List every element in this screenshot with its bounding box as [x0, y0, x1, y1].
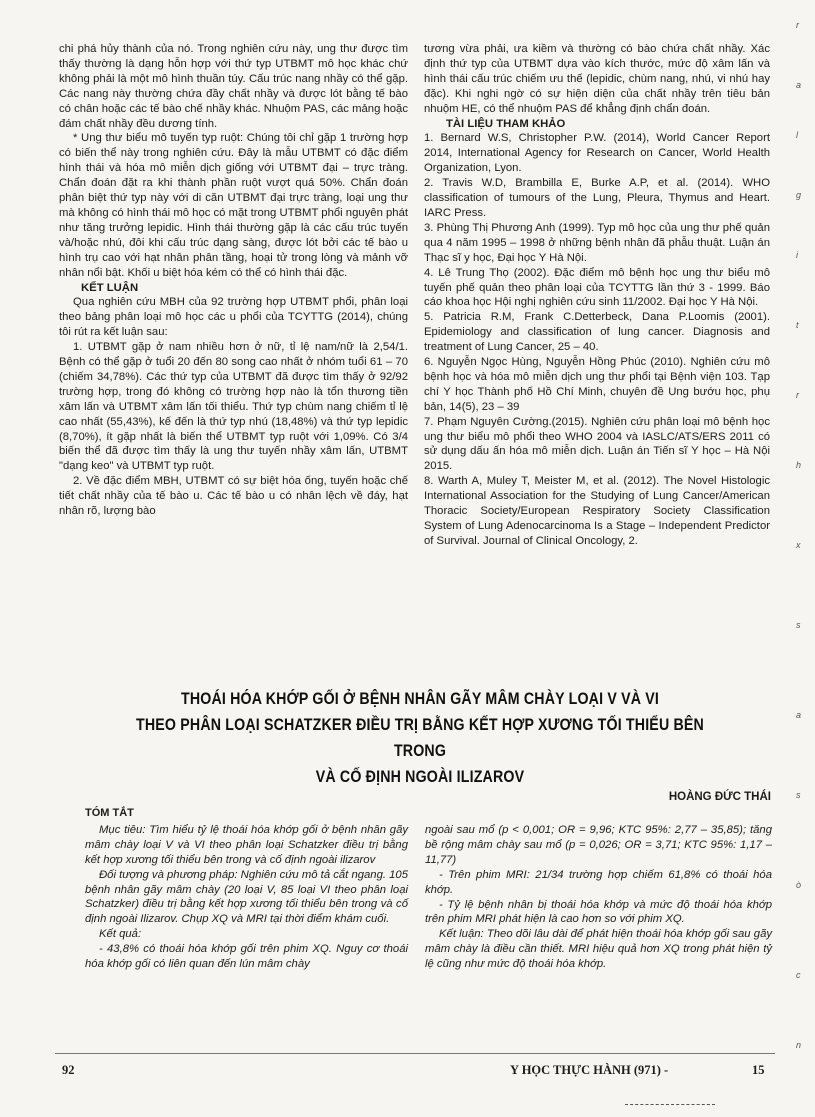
conclusion-paragraph-1: Qua nghiên cứu MBH của 92 trường hợp UTBMT phổi, phân loại theo bảng phân loại mô học các u phổi của TCYTTG (2014), chúng tôi rút ra kết luận sau: [59, 296, 408, 339]
article-title-line: THOÁI HÓA KHỚP GỐI Ở BỆNH NHÂN GÃY MÂM CHÀY LOẠI V VÀ VI [181, 690, 659, 708]
reference-item: 2. Travis W.D, Brambilla E, Burke A.P, et al. (2014). WHO classification of tumours of the Lung, Pleura, Thymus and Heart. IARC Press. [424, 177, 770, 219]
abstract-result-3: - Tỷ lệ bệnh nhân bị thoái hóa khớp và mức độ thoái hóa khớp trên phim MRI phát hiện là cao hơn so với phim XQ. [425, 898, 772, 926]
summary-heading: TÓM TẮT [85, 807, 134, 819]
abstract-result-1: - 43,8% có thoái hóa khớp gối trên phim XQ. Nguy cơ thoái hóa khớp gối có liên quan đến lún mâm chày [85, 943, 408, 971]
reference-item: 1. Bernard W.S, Christopher P.W. (2014), World Cancer Report 2014, International Agency for Research on Cancer, World Health Organization, Lyon. [424, 132, 770, 175]
left-column [59, 42, 408, 519]
left-paragraph-1: chi phá hủy thành của nó. Trong nghiên cứu này, ung thư được tìm thấy thường là dạng hỗn hợp với thứ typ UTBMT mô học khác chứ không phải là một mô hình thuần túy. Cấu trúc nang nhầy có thể gặp. Các nang này thường chứa đầy chất nhầy và được lót bằng tế bào có chân hoặc các tế bào chế nhầy khác. Nhuộm PAS, các mảng hoặc đám chất nhầy đều dương tính. [59, 43, 408, 130]
conclusion-paragraph-3: 2. Về đặc điểm MBH, UTBMT có sự biệt hóa ống, tuyến hoặc chế tiết chất nhầy của tế bào u. Các tế bào u có nhân lệch về đáy, hạt nhân rõ, lượng bào [59, 475, 408, 518]
abstract-conclusion: Kết luận: Theo dõi lâu dài để phát hiện thoái hóa khớp gối sau gãy mâm chày là điều cần thiết. MRI hiệu quả hơn XQ trong phát hiện tỷ lệ cũng như mức độ thoái hóa khớp. [425, 928, 772, 971]
references-heading: TÀI LIỆU THAM KHẢO [446, 117, 566, 130]
abstract-right-column [425, 823, 772, 972]
abstract-left-column [85, 806, 408, 972]
abstract-methods: Đối tượng và phương pháp: Nghiên cứu mô tả cắt ngang. 105 bệnh nhân gãy mâm chày (20 loại V, 85 loại VI theo phân loại Schatzker) điều trị bằng kết hợp xương tối thiểu bên trong và cố định ngoài Ilizarov. Chụp XQ và MRI tại thời điểm khám cuối. [85, 868, 408, 926]
bottom-scan-mark [625, 1104, 715, 1107]
page-number-left: 92 [62, 1063, 75, 1077]
article-title-line: VÀ CỐ ĐỊNH NGOÀI ILIZAROV [315, 768, 525, 786]
conclusion-paragraph-2: 1. UTBMT gặp ở nam nhiều hơn ở nữ, tỉ lệ nam/nữ là 2,54/1. Bệnh có thể gặp ở tuổi 20 đến 80 song cao nhất ở nhóm tuổi 61 – 70 (chiếm 34,78%). Các thứ typ của UTBMT đã được tìm thấy ở 92/92 trường hợp, trong đó không có trường hợp nào là tổn thương tiền xâm lấn và UTBMT xâm lấn tối thiểu. Thứ typ chùm nang chiếm tỉ lệ cao nhất (55,43%), kế đến là thứ typ nhú (18,48%) và thứ typ lepidic (8,70%), ít gặp nhất là biến thể UTBMT typ ruột với 1,09%. Có 3/4 biến thể đã được tìm thấy là ung thư tuyến nhầy xâm lấn, UTBMT "dạng keo" và UTBMT typ ruột. [59, 341, 408, 473]
article-title-line: THEO PHÂN LOẠI SCHATZKER ĐIỀU TRỊ BẰNG KẾT HỢP XƯƠNG TỐI THIỂU BÊN TRONG [136, 716, 704, 760]
author-name: HOÀNG ĐỨC THÁI [668, 791, 771, 803]
abstract-results-label: Kết quả: [99, 928, 142, 941]
abstract-result-1-cont: ngoài sau mổ (p < 0,001; OR = 9,96; KTC 95%: 2,77 – 35,85); tăng bề rộng mâm chày sau mổ (p = 0,026; OR = 3,71; KTC 95%: 1,17 – 11,77) [425, 824, 772, 866]
journal-footer: Y HỌC THỰC HÀNH (971) - [510, 1063, 669, 1077]
reference-item: 7. Phạm Nguyên Cường.(2015). Nghiên cứu phân loại mô bệnh học ung thư biểu mô phổi theo WHO 2004 và IASLC/ATS/ERS 2011 có sử dụng dấu ấn hóa mô miễn dịch. Luận án Tiến sĩ Y học – Hà Nội 2015. [424, 415, 770, 473]
reference-item: 8. Warth A, Muley T, Meister M, et al. (2012). The Novel Histologic International Association for the Studying of Lung Cancer/American Thoracic Society/European Respiratory Society Classification System of Lung Adenocarcinoma Is a Stage – Independent Predictor of Survival. Journal of Clinical Oncology, 2. [424, 475, 770, 547]
conclusion-heading: KẾT LUẬN [81, 281, 139, 294]
reference-item: 6. Nguyễn Ngọc Hùng, Nguyễn Hồng Phúc (2010). Nghiên cứu mô bệnh học và hóa mô miễn dịch ung thư phổi tại Bệnh viện 103. Tạp chí Y học Thành phố Hồ Chí Minh, chuyên đề Ung bướu học, phụ bản, 14(5), 23 – 39 [424, 356, 770, 413]
reference-item: 5. Patricia R.M, Frank C.Detterbeck, Dana P.Loomis (2001). Epidemiology and classification of lung cancer. Diagnosis and treatment of Lung Cancer, 25 – 40. [424, 311, 770, 354]
page-number-right: 15 [752, 1063, 765, 1077]
abstract-result-2: - Trên phim MRI: 21/34 trường hợp chiếm 61,8% có thoái hóa khớp. [425, 868, 772, 896]
article-title [110, 686, 729, 790]
reference-item: 4. Lê Trung Thọ (2002). Đặc điểm mô bệnh học ung thư biểu mô tuyến phế quản theo phân loại của TCYTTG lần thứ 3 - 1999. Báo cáo khoa học Hội nghị nghiên cứu sinh 11/2002. Đại học Y Hà Nội. [424, 266, 770, 309]
abstract-objective: Mục tiêu: Tìm hiểu tỷ lệ thoái hóa khớp gối ở bệnh nhân gãy mâm chày loại V và VI theo phân loại Schatzker điều trị bằng kết hợp xương tối thiểu bên trong và cố định ngoài ilizarov [85, 823, 408, 866]
adjacent-page-edge: r a l g i t r h x s a s ò c n [796, 20, 802, 1050]
footer-rule [55, 1053, 775, 1054]
right-paragraph-1: tương vừa phải, ưa kiềm và thường có bào chứa chất nhầy. Xác định thứ typ của UTBMT dựa vào kích thước, mức độ xâm lấn và hình thái cấu trúc chiếm ưu thế (lepidic, chùm nang, nhú, vi nhú hay đặc). Khi nghi ngờ có sự hiện diện của chất nhầy trên tiêu bản nhuộm HE, có thể nhuộm PAS để khẳng định chẩn đoán. [424, 43, 770, 115]
right-column [424, 42, 770, 549]
left-paragraph-2: * Ung thư biểu mô tuyến typ ruột: Chúng tôi chỉ gặp 1 trường hợp có biến thể này trong nghiên cứu. Đây là mẫu UTBMT có đặc điểm hình thái và hóa mô miễn dịch giống với UTBMT đại – trực tràng. Chẩn đoán đặt ra khi thành phần ruột vượt quá 50%. Chẩn đoán phân biệt thứ typ này với di căn UTBMT đại trực tràng, loại ung thư mà không có hình thái mô học có mặt trong UTBMT phổi nguyên phát như tăng trưởng lepidic. Hình thái thường gặp là các cấu trúc tuyến và/hoặc nhú, đôi khi cấu trúc dạng sàng, được lót bởi các tế bào u hình trụ cao với hạt nhân phân tầng, hoại tử trong lòng và mảnh vỡ nhân nổi bật. Khối u biệt hóa kém có thể có hình thái đặc. [59, 132, 408, 279]
reference-item: 3. Phùng Thị Phương Anh (1999). Typ mô học của ung thư phế quản qua 4 năm 1995 – 1998 ở những bệnh nhân đã phẫu thuật. Luận án Thạc sĩ y học, Đại học Y Hà Nội. [424, 221, 770, 264]
